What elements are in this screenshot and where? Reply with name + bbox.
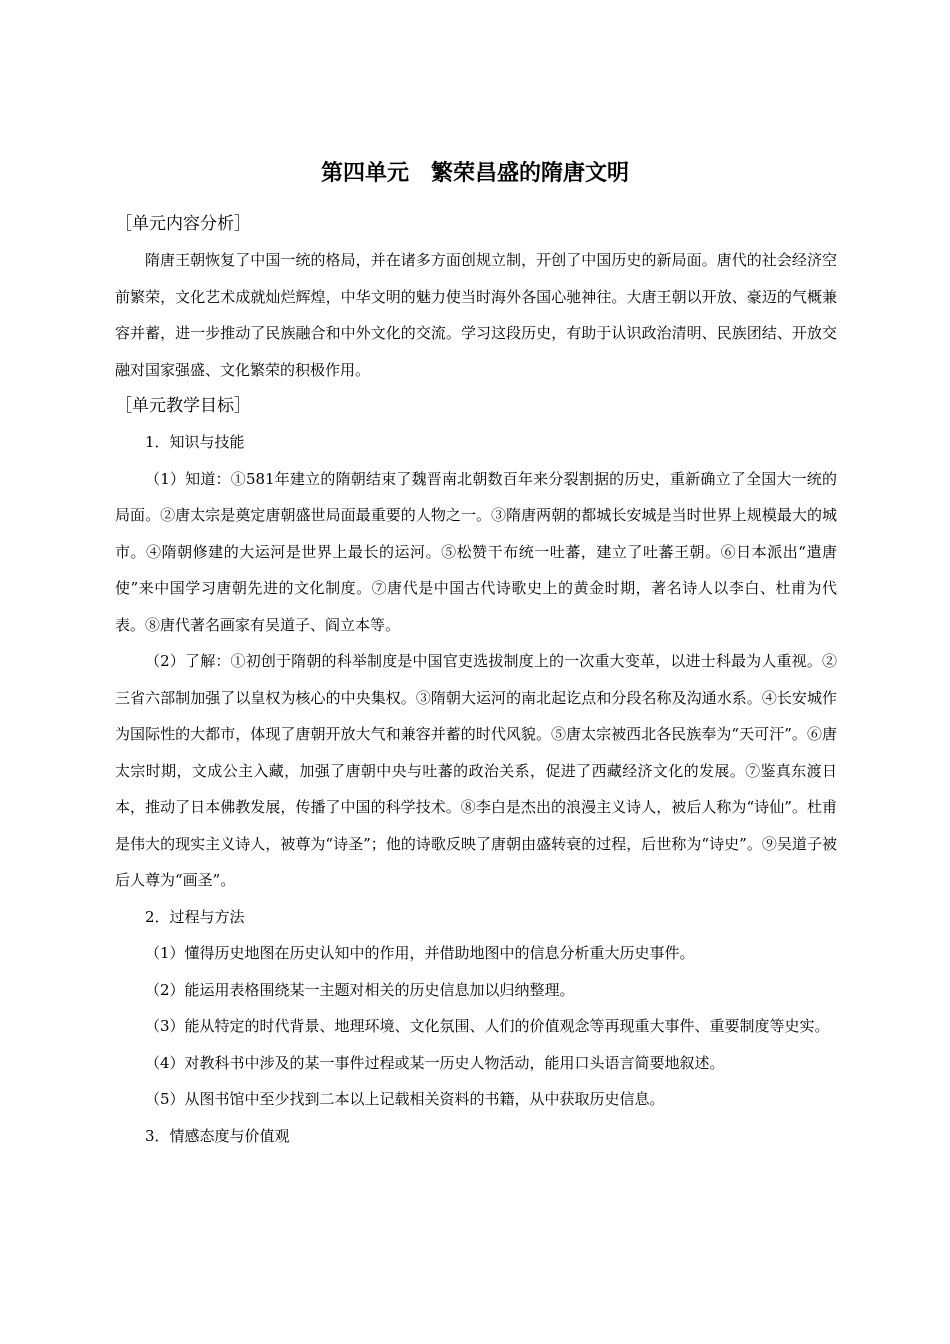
- method-item: （5）从图书馆中至少找到二本以上记载相关资料的书籍，从中获取历史信息。: [145, 1090, 665, 1108]
- understanding-paragraph: （2）了解：①初创于隋朝的科举制度是中国官吏选拔制度上的一次重大变革，以进士科最为人重视。②三省六部制加强了以皇权为核心的中央集权。③隋朝大运河的南北起讫点和分段名称及沟通水系。④长安城作为国际性的大都市，体现了唐朝开放大气和兼容并蓄的时代风貌。⑤唐太宗被西北各民族奉为“天可汗”。⑥唐太宗时期，文成公主入藏，加强了唐朝中央与吐蕃的政治关系，促进了西藏经济文化的发展。⑦鉴真东渡日本，推动了日本佛教发展，传播了中国的科学技术。⑧李白是杰出的浪漫主义诗人，被后人称为“诗仙”。杜甫是伟大的现实主义诗人，被尊为“诗圣”；他的诗歌反映了唐朝由盛转衰的过程，后世称为“诗史”。⑨吴道子被后人尊为“画圣”。: [115, 652, 837, 889]
- section-heading-teaching-goals: ［单元教学目标］: [115, 396, 251, 416]
- knowledge-paragraph: （1）知道：①581年建立的隋朝结束了魏晋南北朝数百年来分裂割据的历史，重新确立了全国大一统的局面。②唐太宗是奠定唐朝盛世局面最重要的人物之一。③隋唐两朝的都城长安城是当时世界上规模最大的城市。④隋朝修建的大运河是世界上最长的运河。⑤松赞干布统一吐蕃，建立了吐蕃王朝。⑥日本派出“遣唐使”来中国学习唐朝先进的文化制度。⑦唐代是中国古代诗歌史上的黄金时期，著名诗人以李白、杜甫为代表。⑧唐代著名画家有吴道子、阎立本等。: [115, 469, 837, 634]
- method-item: （4）对教科书中涉及的某一事件过程或某一历史人物活动，能用口头语言简要地叙述。: [145, 1053, 725, 1072]
- method-item: （1）懂得历史地图在历史认知中的作用，并借助地图中的信息分析重大历史事件。: [145, 944, 695, 962]
- document-body: [115, 206, 837, 1154]
- subheading-process-methods: 2．过程与方法: [145, 907, 245, 926]
- subheading-knowledge-skills: 1．知识与技能: [145, 433, 245, 451]
- document-title: 第四单元 繁荣昌盛的隋唐文明: [320, 161, 629, 186]
- method-item: （2）能运用表格围绕某一主题对相关的历史信息加以归纳整理。: [145, 980, 575, 999]
- subheading-emotion-values: 3．情感态度与价值观: [145, 1126, 290, 1145]
- section-heading-content-analysis: ［单元内容分析］: [115, 214, 251, 234]
- content-analysis-paragraph: 隋唐王朝恢复了中国一统的格局，并在诸多方面创规立制，开创了中国历史的新局面。唐代的社会经济空前繁荣，文化艺术成就灿烂辉煌，中华文明的魅力使当时海外各国心驰神往。大唐王朝以开放、豪迈的气概兼容并蓄，进一步推动了民族融合和中外文化的交流。学习这段历史，有助于认识政治清明、民族团结、开放交融对国家强盛、文化繁荣的积极作用。: [115, 251, 837, 379]
- method-item: （3）能从特定的时代背景、地理环境、文化氛围、人们的价值观念等再现重大事件、重要制度等史实。: [145, 1017, 830, 1035]
